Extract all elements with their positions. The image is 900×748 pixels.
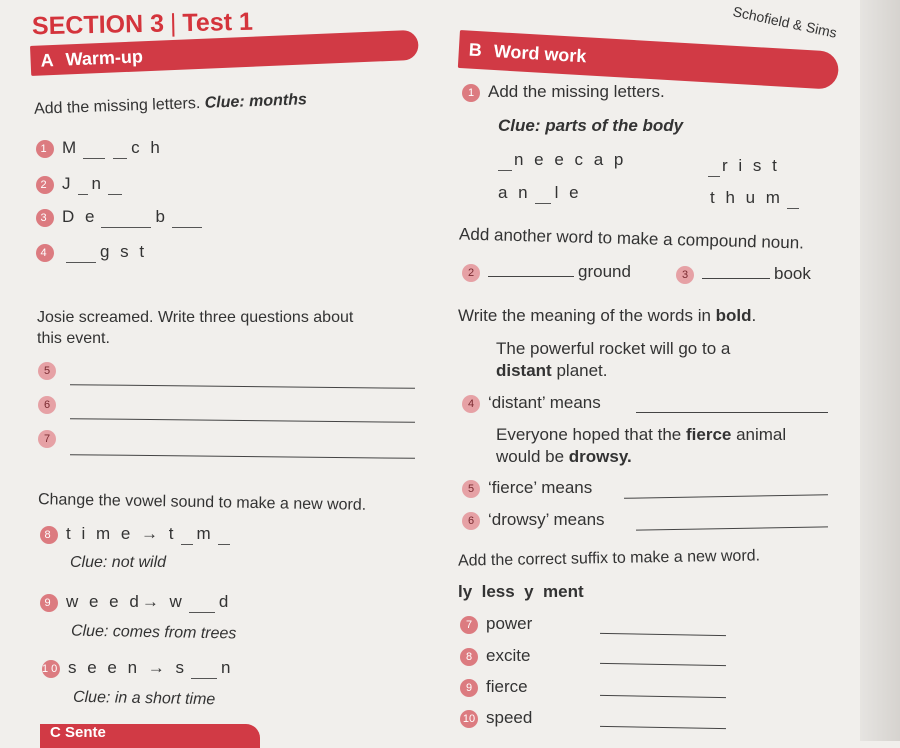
- test-label: Test 1: [182, 7, 254, 38]
- answer-line[interactable]: [488, 276, 574, 277]
- letters: n: [221, 658, 234, 677]
- letters: d: [218, 592, 232, 611]
- suffix-answer-10[interactable]: [600, 726, 726, 729]
- answer-gap[interactable]: [708, 176, 720, 177]
- letters: J: [62, 174, 74, 193]
- suffix-word: power: [486, 614, 533, 633]
- letters: n e e c a p: [514, 150, 627, 169]
- answer-line-5[interactable]: [70, 384, 415, 389]
- answer-line[interactable]: [702, 278, 770, 279]
- meaning-bold: bold: [715, 306, 752, 325]
- arrow-icon: →: [147, 658, 168, 677]
- letters: r i s t: [722, 156, 780, 175]
- body-thumb: [710, 188, 803, 209]
- warmup-letter: A: [40, 49, 55, 71]
- wordwork-q1-text: Add the missing letters.: [488, 82, 665, 101]
- answer-gap[interactable]: [498, 170, 512, 171]
- answer-line-5b[interactable]: [624, 494, 828, 499]
- meaning-prompt: ‘drowsy’ means: [488, 510, 605, 529]
- warmup-instruction: [34, 91, 307, 119]
- answer-gap[interactable]: [181, 544, 193, 545]
- compound-instruction: Add another word to make a compound noun.: [458, 224, 805, 253]
- question-number: 2: [36, 176, 54, 194]
- letters: l e: [554, 183, 582, 202]
- page-title: [32, 8, 253, 42]
- wordwork-letter: B: [468, 39, 483, 60]
- answer-gap[interactable]: [113, 158, 127, 159]
- letters: t h u m: [710, 188, 783, 207]
- meaning-5: [462, 478, 592, 498]
- suffix-word: fierce: [486, 677, 528, 696]
- josie-instruction: Josie screamed. Write three questions about this event.: [37, 309, 354, 347]
- arrow-icon: →: [141, 524, 162, 543]
- answer-line-4[interactable]: [636, 412, 828, 413]
- answer-gap[interactable]: [172, 227, 202, 228]
- sentence-1-line-1: The powerful rocket will go to a: [496, 339, 731, 358]
- next-section-tab: [40, 724, 260, 748]
- question-number: 6: [38, 396, 56, 414]
- question-number: 5: [462, 480, 480, 498]
- meaning-instruction: Write the meaning of the words in bold.: [458, 306, 757, 325]
- letters: b: [155, 207, 168, 226]
- sentence-2: [496, 424, 786, 468]
- vowel-clue-9: Clue: comes from trees: [70, 622, 237, 643]
- section-label: SECTION 3: [31, 9, 165, 41]
- question-number: 7: [38, 430, 56, 448]
- suffix-word: speed: [486, 708, 533, 727]
- wordwork-title: Word work: [493, 40, 587, 66]
- wordwork-q1: [462, 82, 665, 102]
- suffix-answer-8[interactable]: [600, 663, 726, 666]
- page-edge-shadow: [860, 0, 900, 741]
- question-number: 4: [36, 244, 54, 262]
- question-number: 3: [676, 266, 694, 284]
- next-section-label: C Sente: [50, 724, 106, 741]
- meaning-prompt: ‘distant’ means: [488, 393, 601, 412]
- question-number: 3: [36, 209, 54, 227]
- letters: a n: [498, 183, 531, 202]
- vowel-instruction: Change the vowel sound to make a new word.: [37, 491, 367, 514]
- answer-gap[interactable]: [218, 544, 230, 545]
- compound-item-3: [676, 264, 811, 284]
- month-item-2: [36, 174, 126, 195]
- suffix-item-7: [460, 614, 532, 634]
- month-item-1: [36, 138, 163, 159]
- suffix-instruction: Add the correct suffix to make a new word.: [457, 547, 761, 570]
- vowel-item-9: [40, 592, 231, 613]
- meaning-6: [462, 510, 605, 530]
- answer-gap[interactable]: [191, 678, 217, 679]
- letters: m: [196, 524, 214, 543]
- letters: D e: [62, 207, 98, 226]
- answer-line-6b[interactable]: [636, 526, 828, 530]
- compound-item-2: [462, 262, 631, 282]
- question-number: 9: [460, 679, 478, 697]
- question-6: [38, 396, 64, 414]
- title-separator: |: [169, 9, 177, 38]
- vowel-item-10: [42, 658, 233, 679]
- arrow-icon: →: [141, 592, 162, 611]
- bold-word: fierce: [685, 425, 732, 444]
- suffix-item-8: [460, 646, 530, 666]
- month-item-3: [36, 207, 206, 228]
- letters: c h: [131, 138, 163, 157]
- sentence-2-line-2: would be: [496, 447, 569, 466]
- source-word: s e e n: [68, 658, 141, 677]
- sentence-2-start: Everyone hoped that the: [496, 425, 686, 444]
- wordwork-q1-clue: Clue: parts of the body: [498, 116, 684, 135]
- month-item-4: [36, 242, 147, 263]
- answer-line-7[interactable]: [70, 454, 415, 459]
- question-number: 5: [38, 362, 56, 380]
- answer-gap[interactable]: [535, 203, 551, 204]
- question-number: 1: [36, 140, 54, 158]
- bold-word: drowsy: [568, 447, 628, 466]
- question-number: 8: [460, 648, 478, 666]
- letters: g s t: [100, 242, 148, 261]
- body-wrist: [708, 156, 780, 177]
- question-number: 9: [40, 594, 58, 612]
- suffix-item-10: [460, 708, 532, 728]
- body-ankle: [498, 183, 582, 204]
- wordwork-banner: [458, 30, 840, 90]
- answer-gap[interactable]: [101, 227, 151, 228]
- sentence-1-end: planet.: [551, 361, 608, 380]
- letters: w: [169, 592, 185, 611]
- letters: s: [175, 658, 188, 677]
- warmup-clue: Clue: months: [204, 91, 308, 112]
- source-word: t i m e: [66, 524, 134, 543]
- suffix-word: excite: [486, 646, 531, 665]
- question-number: 1: [462, 84, 480, 102]
- publisher-name: Schofield & Sims: [731, 3, 839, 41]
- answer-gap[interactable]: [787, 208, 799, 209]
- question-5: [38, 362, 64, 380]
- suffix-options: ly less y ment: [458, 582, 584, 601]
- warmup-title: Warm-up: [65, 45, 144, 70]
- sentence-1: [496, 338, 730, 382]
- question-number: 8: [40, 526, 58, 544]
- answer-gap[interactable]: [78, 194, 88, 195]
- sentence-2-mid: animal: [731, 425, 787, 444]
- letters: n: [91, 174, 104, 193]
- vowel-clue-8: Clue: not wild: [70, 554, 167, 571]
- compound-word: ground: [578, 262, 631, 281]
- meaning-prompt: ‘fierce’ means: [488, 478, 593, 497]
- question-number: 2: [462, 264, 480, 282]
- source-word: w e e d: [66, 592, 142, 611]
- body-kneecap: [498, 150, 626, 171]
- vowel-item-8: [40, 524, 234, 545]
- warmup-instruction-text: Add the missing letters.: [33, 94, 201, 118]
- letters: M: [62, 138, 80, 157]
- suffix-answer-7[interactable]: [600, 633, 726, 636]
- meaning-4: [462, 393, 601, 413]
- question-number: 6: [462, 512, 480, 530]
- vowel-clue-10: Clue: in a short time: [72, 688, 216, 709]
- question-number: 7: [460, 616, 478, 634]
- answer-gap[interactable]: [83, 158, 105, 159]
- question-number: 10: [42, 660, 60, 678]
- question-number: 4: [462, 395, 480, 413]
- letters: t: [168, 524, 177, 543]
- question-number: 10: [460, 710, 478, 728]
- suffix-answer-9[interactable]: [600, 695, 726, 698]
- answer-gap[interactable]: [189, 612, 215, 613]
- bold-word: distant: [496, 361, 552, 380]
- question-7: [38, 430, 64, 448]
- compound-word: book: [774, 264, 811, 283]
- answer-gap[interactable]: [66, 262, 96, 263]
- meaning-text: Write the meaning of the words in: [458, 306, 716, 325]
- answer-line-6[interactable]: [70, 418, 415, 423]
- answer-gap[interactable]: [108, 194, 122, 195]
- full-stop: .: [627, 447, 632, 466]
- suffix-item-9: [460, 677, 528, 697]
